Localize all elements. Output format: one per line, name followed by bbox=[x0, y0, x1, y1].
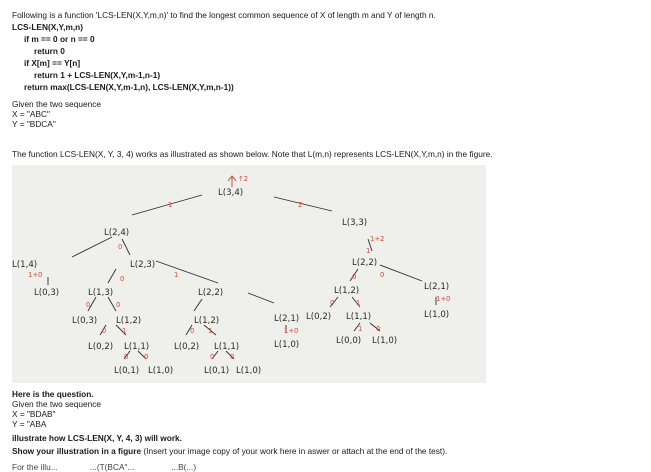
code-line-return-zero: return 0 bbox=[34, 46, 65, 56]
node-l23: L(2,3) bbox=[130, 260, 156, 270]
node-l00r: L(0,0) bbox=[336, 336, 362, 346]
show-instruction bbox=[12, 446, 447, 456]
edge-l24-l23 bbox=[122, 239, 130, 255]
edge-root-l24 bbox=[132, 195, 202, 215]
code-line-base-check: if m == 0 or n == 0 bbox=[24, 34, 95, 44]
node-l02r: L(0,2) bbox=[306, 312, 332, 322]
result-arrow-icon bbox=[228, 176, 236, 187]
node-l01b: L(0,1) bbox=[204, 366, 230, 376]
edge-val: 0 bbox=[380, 271, 385, 279]
edge-l22-l12b bbox=[194, 299, 202, 311]
sequence-y-2: Y = "ABA bbox=[12, 419, 47, 429]
node-l02b: L(0,2) bbox=[174, 342, 200, 352]
code-line-match-check: if X[m] == Y[n] bbox=[24, 58, 81, 68]
sequence-x-1: X = "ABC" bbox=[12, 109, 50, 119]
edge-val: 1 bbox=[208, 327, 213, 335]
sequence-x-2: X = "BDAB" bbox=[12, 409, 56, 419]
edge-val: 1 bbox=[122, 327, 127, 335]
node-l02: L(0,2) bbox=[88, 342, 114, 352]
node-l11b: L(1,1) bbox=[214, 342, 240, 352]
node-l11r: L(1,1) bbox=[346, 312, 372, 322]
show-instruction-bold: Show your illustration in a figure bbox=[12, 446, 142, 456]
edge-l22-l21 bbox=[248, 293, 274, 303]
edge-val: 1 bbox=[358, 325, 363, 333]
edge-val: 0 bbox=[352, 273, 357, 281]
code-line-return-diag: return 1 + LCS-LEN(X,Y,m-1,n-1) bbox=[34, 70, 161, 80]
node-l33: L(3,3) bbox=[342, 218, 368, 228]
edge-l22r-l21r bbox=[380, 265, 422, 281]
node-l21-annotation: 1+0 bbox=[284, 327, 299, 335]
edge-l24-l14 bbox=[72, 237, 112, 257]
edge-val: 0 bbox=[190, 327, 195, 335]
node-l21r: L(2,1) bbox=[424, 282, 450, 292]
edge-val: 1 bbox=[168, 201, 173, 209]
node-l13: L(1,3) bbox=[88, 288, 114, 298]
node-l10r2: L(1,0) bbox=[424, 310, 450, 320]
node-l03b: L(0,3) bbox=[72, 316, 98, 326]
node-l12r: L(1,2) bbox=[334, 286, 360, 296]
node-l21r-annotation: 1+0 bbox=[436, 295, 451, 303]
edge-val: 1 bbox=[366, 247, 371, 255]
node-l12: L(1,2) bbox=[116, 316, 142, 326]
node-l10c: L(1,0) bbox=[274, 340, 300, 350]
figure-note: The function LCS-LEN(X, Y, 3, 4) works as illustrated as shown below. Note that L(m,n) represents LCS-LEN(X,Y,m,n) in the figure. bbox=[12, 149, 493, 159]
sequence-y-1: Y = "BDCA" bbox=[12, 119, 56, 129]
edge-val: 1 bbox=[174, 271, 179, 279]
node-l22: L(2,2) bbox=[198, 288, 224, 298]
question-heading: Here is the question. bbox=[12, 389, 94, 399]
edge-val: 0 bbox=[102, 327, 107, 335]
cropped-line: For the illu... ...(T(BCA"... ...B(...) bbox=[12, 462, 197, 472]
node-l01: L(0,1) bbox=[114, 366, 140, 376]
given-label-2: Given the two sequence bbox=[12, 399, 102, 409]
edge-val: 0 bbox=[376, 325, 381, 333]
edge-val: 0 bbox=[210, 353, 215, 361]
node-l21: L(2,1) bbox=[274, 314, 300, 324]
node-l10r: L(1,0) bbox=[372, 336, 398, 346]
code-signature: LCS-LEN(X,Y,m,n) bbox=[12, 22, 83, 32]
edge-l13-l12 bbox=[108, 297, 116, 311]
edge-val: 0 bbox=[118, 243, 123, 251]
node-root: L(3,4) bbox=[218, 188, 244, 198]
recursion-tree-drawing bbox=[12, 165, 486, 383]
node-l10b: L(1,0) bbox=[236, 366, 262, 376]
edge-l23-l22 bbox=[156, 261, 218, 283]
edge-val: 0 bbox=[144, 353, 149, 361]
node-l14-annotation: 1+0 bbox=[28, 271, 43, 279]
edge-val: 0 bbox=[124, 353, 129, 361]
edge-l23-l13 bbox=[108, 269, 116, 283]
code-line-return-max: return max(LCS-LEN(X,Y,m-1,n), LCS-LEN(X,Y,m,n-1)) bbox=[24, 82, 234, 92]
edge-val: 0 bbox=[230, 353, 235, 361]
edge-val: 0 bbox=[116, 301, 121, 309]
edge-val: 2 bbox=[298, 201, 303, 209]
task-line: illustrate how LCS-LEN(X, Y, 4, 3) will work. bbox=[12, 433, 182, 443]
node-l22r: L(2,2) bbox=[352, 258, 378, 268]
node-l10: L(1,0) bbox=[148, 366, 174, 376]
node-l33-annotation: 1+2 bbox=[370, 235, 385, 243]
edge-val: 0 bbox=[86, 301, 91, 309]
edge-val: 0 bbox=[120, 275, 125, 283]
edge-root-l33 bbox=[274, 197, 332, 211]
show-instruction-rest: (Insert your image copy of your work here in aswer or attach at the end of the test). bbox=[141, 446, 448, 456]
node-l24: L(2,4) bbox=[104, 228, 130, 238]
recursion-tree-photo bbox=[12, 165, 486, 383]
node-l14: L(1,4) bbox=[12, 260, 38, 270]
edge-val: 0 bbox=[330, 299, 335, 307]
node-l11: L(1,1) bbox=[124, 342, 150, 352]
node-root-annotation: ↑2 bbox=[238, 175, 249, 183]
edge-val: 1 bbox=[356, 299, 361, 307]
node-l12b: L(1,2) bbox=[194, 316, 220, 326]
intro-text: Following is a function 'LCS-LEN(X,Y,m,n)' to find the longest common sequence of X of length m and Y of length n. bbox=[12, 10, 436, 20]
given-label-1: Given the two sequence bbox=[12, 99, 102, 109]
node-l03: L(0,3) bbox=[34, 288, 60, 298]
